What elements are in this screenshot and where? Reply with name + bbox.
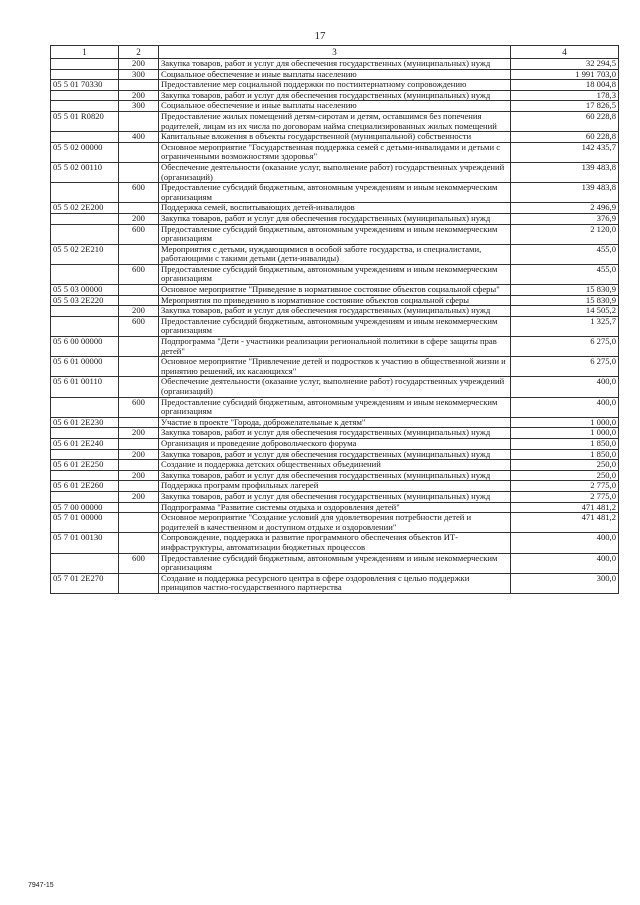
expense-type-code: 600 [119,224,159,244]
item-description: Организация и проведение добровольческого форума [159,438,511,449]
item-description: Предоставление жилых помещений детям-сиротам и детям, оставшимся без попечения родителей, лицам из их числа по договорам найма специализированных жилых помещений [159,111,511,131]
amount-cell: 2 496,9 [511,203,619,214]
amount-cell: 400,0 [511,553,619,573]
table-row [51,397,619,417]
table-row [51,101,619,112]
amount-cell: 18 004,8 [511,80,619,91]
amount-cell: 250,0 [511,460,619,471]
expense-type-code: 600 [119,183,159,203]
amount-cell: 178,3 [511,90,619,101]
classification-code [51,491,119,502]
item-description: Предоставление субсидий бюджетным, автономным учреждениям и иным некоммерческим организациям [159,397,511,417]
table-row [51,203,619,214]
classification-code: 05 7 01 2E270 [51,573,119,593]
amount-cell: 400,0 [511,533,619,553]
classification-code: 05 5 02 00110 [51,162,119,182]
amount-cell: 139 483,8 [511,162,619,182]
classification-code [51,316,119,336]
item-description: Закупка товаров, работ и услуг для обеспечения государственных (муниципальных) нужд [159,213,511,224]
table-row [51,502,619,513]
expense-type-code: 200 [119,306,159,317]
classification-code [51,213,119,224]
amount-cell: 139 483,8 [511,183,619,203]
expense-type-code: 600 [119,397,159,417]
item-description: Основное мероприятие "Привлечение детей и подростков к участию в общественной жизни и принятию решений, их касающихся" [159,357,511,377]
expense-type-code: 600 [119,553,159,573]
amount-cell: 300,0 [511,573,619,593]
table-row [51,316,619,336]
classification-code [51,101,119,112]
expense-type-code [119,285,159,296]
amount-cell: 60 228,8 [511,111,619,131]
item-description: Обеспечение деятельности (оказание услуг, выполнение работ) государственных учреждений (организаций) [159,162,511,182]
item-description: Основное мероприятие "Государственная поддержка семей с детьми-инвалидами и детьми с ограниченными возможностями здоровья" [159,142,511,162]
classification-code: 05 6 01 00110 [51,377,119,397]
expense-type-code [119,533,159,553]
item-description: Закупка товаров, работ и услуг для обеспечения государственных (муниципальных) нужд [159,428,511,439]
table-row [51,513,619,533]
item-description: Предоставление мер социальной поддержки по постинтернатному сопровождению [159,80,511,91]
expense-type-code [119,111,159,131]
expense-type-code [119,142,159,162]
table-row [51,59,619,70]
item-description: Капитальные вложения в объекты государственной (муниципальной) собственности [159,132,511,143]
item-description: Закупка товаров, работ и услуг для обеспечения государственных (муниципальных) нужд [159,306,511,317]
item-description: Предоставление субсидий бюджетным, автономным учреждениям и иным некоммерческим организациям [159,264,511,284]
table-row [51,491,619,502]
table-row [51,285,619,296]
amount-cell: 15 830,9 [511,295,619,306]
classification-code: 05 7 01 00000 [51,513,119,533]
classification-code: 05 5 01 70330 [51,80,119,91]
expense-type-code: 600 [119,316,159,336]
table-row [51,111,619,131]
amount-cell: 471 481,2 [511,513,619,533]
table-row [51,213,619,224]
table-row [51,306,619,317]
expense-type-code [119,162,159,182]
classification-code: 05 7 00 00000 [51,502,119,513]
expense-type-code: 200 [119,213,159,224]
classification-code [51,183,119,203]
table-row [51,142,619,162]
amount-cell: 6 275,0 [511,357,619,377]
item-description: Закупка товаров, работ и услуг для обеспечения государственных (муниципальных) нужд [159,90,511,101]
table-row [51,428,619,439]
table-row [51,438,619,449]
amount-cell: 1 850,0 [511,438,619,449]
classification-code: 05 6 00 00000 [51,337,119,357]
table-row [51,337,619,357]
expense-type-code: 200 [119,470,159,481]
expense-type-code: 600 [119,264,159,284]
expense-type-code [119,502,159,513]
amount-cell: 471 481,2 [511,502,619,513]
classification-code [51,449,119,460]
expense-type-code: 200 [119,491,159,502]
classification-code: 05 7 01 00130 [51,533,119,553]
table-row [51,264,619,284]
item-description: Закупка товаров, работ и услуг для обеспечения государственных (муниципальных) нужд [159,59,511,70]
expense-type-code [119,337,159,357]
classification-code [51,428,119,439]
classification-code [51,224,119,244]
classification-code: 05 5 02 2E200 [51,203,119,214]
classification-code: 05 6 01 2E260 [51,481,119,492]
expense-type-code [119,460,159,471]
amount-cell: 1 991 703,0 [511,69,619,80]
item-description: Поддержка семей, воспитывающих детей-инвалидов [159,203,511,214]
item-description: Основное мероприятие "Создание условий для удовлетворения потребности детей и родителей в качественном и доступном отдыхе и оздоровлении" [159,513,511,533]
item-description: Предоставление субсидий бюджетным, автономным учреждениям и иным некоммерческим организациям [159,316,511,336]
amount-cell: 2 120,0 [511,224,619,244]
classification-code: 05 6 01 2E240 [51,438,119,449]
amount-cell: 60 228,8 [511,132,619,143]
expense-type-code: 200 [119,428,159,439]
amount-cell: 1 850,0 [511,449,619,460]
amount-cell: 250,0 [511,470,619,481]
classification-code: 05 5 02 00000 [51,142,119,162]
amount-cell: 455,0 [511,264,619,284]
classification-code [51,306,119,317]
expense-type-code: 300 [119,69,159,80]
item-description: Основное мероприятие "Приведение в нормативное состояние объектов социальной сферы" [159,285,511,296]
item-description: Предоставление субсидий бюджетным, автономным учреждениям и иным некоммерческим организациям [159,183,511,203]
amount-cell: 400,0 [511,377,619,397]
item-description: Предоставление субсидий бюджетным, автономным учреждениям и иным некоммерческим организациям [159,224,511,244]
classification-code [51,553,119,573]
expense-type-code [119,377,159,397]
table-row [51,224,619,244]
item-description: Социальное обеспечение и иные выплаты населению [159,69,511,80]
expense-type-code [119,573,159,593]
item-description: Подпрограмма "Дети - участники реализации региональной политики в сфере защиты прав детей" [159,337,511,357]
budget-table [50,45,619,594]
expense-type-code [119,357,159,377]
table-row [51,553,619,573]
page-number: 17 [314,30,326,42]
table-row [51,470,619,481]
amount-cell: 142 435,7 [511,142,619,162]
item-description: Мероприятия с детьми, нуждающимися в особой заботе государства, и специалистами, работающими с такими детьми (дети-инвалиды) [159,244,511,264]
item-description: Участие в проекте "Города, доброжелательные к детям" [159,417,511,428]
item-description: Закупка товаров, работ и услуг для обеспечения государственных (муниципальных) нужд [159,491,511,502]
classification-code: 05 5 03 2E220 [51,295,119,306]
amount-cell: 17 826,5 [511,101,619,112]
expense-type-code: 400 [119,132,159,143]
table-body [51,59,619,594]
table-row [51,90,619,101]
classification-code [51,397,119,417]
item-description: Создание и поддержка ресурсного центра в сфере оздоровления с целью поддержки принципов частно-государственного партнерства [159,573,511,593]
table-header [51,46,619,59]
classification-code: 05 6 01 2E230 [51,417,119,428]
item-description: Подпрограмма "Развитие системы отдыха и оздоровления детей" [159,502,511,513]
item-description: Сопровождение, поддержка и развитие программного обеспечения объектов ИТ-инфраструктуры, автоматизации бюджетных процессов [159,533,511,553]
table-row [51,244,619,264]
amount-cell: 1 000,0 [511,417,619,428]
table-row [51,481,619,492]
column-header-1: 1 [51,46,119,59]
amount-cell: 2 775,0 [511,491,619,502]
classification-code: 05 5 03 00000 [51,285,119,296]
item-description: Закупка товаров, работ и услуг для обеспечения государственных (муниципальных) нужд [159,470,511,481]
expense-type-code: 200 [119,90,159,101]
classification-code [51,69,119,80]
amount-cell: 1 000,0 [511,428,619,439]
table-row [51,80,619,91]
classification-code [51,90,119,101]
column-header-3: 3 [159,46,511,59]
expense-type-code [119,295,159,306]
item-description: Поддержка программ профильных лагерей [159,481,511,492]
amount-cell: 400,0 [511,397,619,417]
item-description: Закупка товаров, работ и услуг для обеспечения государственных (муниципальных) нужд [159,449,511,460]
classification-code [51,470,119,481]
expense-type-code: 200 [119,449,159,460]
classification-code: 05 5 01 R0820 [51,111,119,131]
classification-code [51,132,119,143]
item-description: Создание и поддержка детских общественных объединений [159,460,511,471]
expense-type-code [119,513,159,533]
classification-code [51,264,119,284]
item-description: Обеспечение деятельности (оказание услуг, выполнение работ) государственных учреждений (организаций) [159,377,511,397]
table-row [51,417,619,428]
table-row [51,377,619,397]
amount-cell: 6 275,0 [511,337,619,357]
amount-cell: 15 830,9 [511,285,619,296]
amount-cell: 455,0 [511,244,619,264]
table-row [51,449,619,460]
amount-cell: 2 775,0 [511,481,619,492]
amount-cell: 1 325,7 [511,316,619,336]
item-description: Социальное обеспечение и иные выплаты населению [159,101,511,112]
amount-cell: 376,9 [511,213,619,224]
document-code: 7947-15 [28,882,54,889]
expense-type-code [119,417,159,428]
table-row [51,183,619,203]
expense-type-code [119,80,159,91]
item-description: Мероприятия по приведению в нормативное состояние объектов социальной сферы [159,295,511,306]
expense-type-code [119,481,159,492]
classification-code: 05 6 01 00000 [51,357,119,377]
table-row [51,357,619,377]
expense-type-code: 200 [119,59,159,70]
table-row [51,533,619,553]
expense-type-code [119,203,159,214]
table-row [51,162,619,182]
column-header-2: 2 [119,46,159,59]
table-row [51,69,619,80]
table-row [51,573,619,593]
classification-code: 05 6 01 2E250 [51,460,119,471]
item-description: Предоставление субсидий бюджетным, автономным учреждениям и иным некоммерческим организациям [159,553,511,573]
amount-cell: 32 294,5 [511,59,619,70]
table-row [51,295,619,306]
amount-cell: 14 505,2 [511,306,619,317]
expense-type-code [119,438,159,449]
table-row [51,460,619,471]
expense-type-code [119,244,159,264]
classification-code: 05 5 02 2E210 [51,244,119,264]
expense-type-code: 300 [119,101,159,112]
classification-code [51,59,119,70]
table-row [51,132,619,143]
column-header-4: 4 [511,46,619,59]
